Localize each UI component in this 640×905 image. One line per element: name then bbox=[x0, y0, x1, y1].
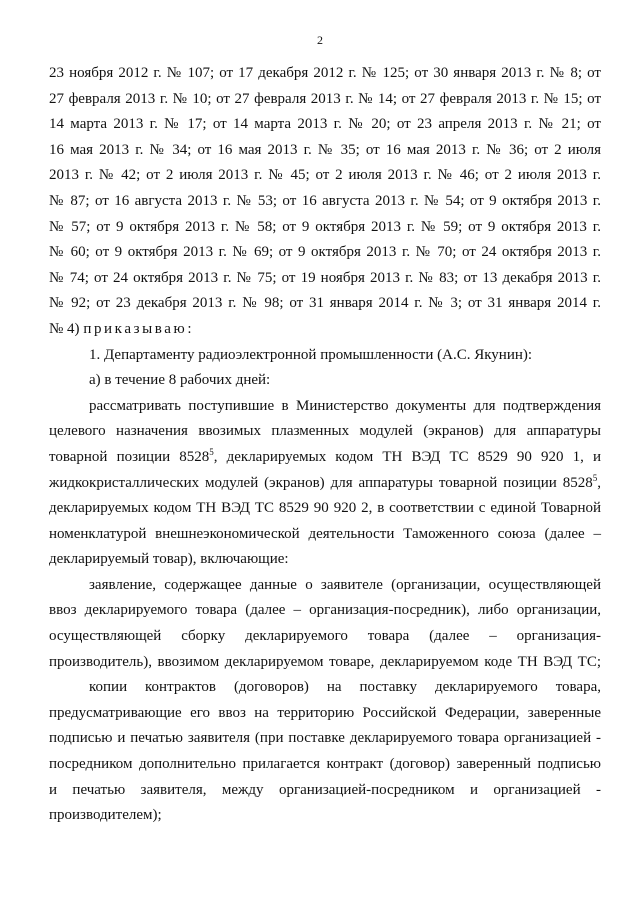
text-line: 27 февраля 2013 г. № 10; от 27 февраля 2013 г. № 14; от 27 февраля 2013 г. № 15; от bbox=[49, 90, 601, 107]
item-1a: а) в течение 8 рабочих дней: bbox=[89, 372, 271, 389]
text-line: № 92; от 23 декабря 2013 г. № 98; от 31 января 2014 г. № 3; от 31 января 2014 г. bbox=[49, 295, 601, 312]
para1-line: декларируемых кодом ТН ВЭД ТС 8529 90 920 2, в соответствии с единой Товарной bbox=[49, 500, 601, 517]
para3-line: подписью и печатью заявителя (при поставке декларируемого товара организацией - bbox=[49, 730, 601, 747]
text-line: 2013 г. № 42; от 2 июля 2013 г. № 45; от 2 июля 2013 г. № 46; от 2 июля 2013 г. bbox=[49, 167, 601, 184]
para3-line: и печатью заявителя, между организацией-посредником и организацией - bbox=[49, 781, 601, 798]
para1-line bbox=[49, 445, 601, 471]
para3-line: предусматривающие его ввоз на территорию Российской Федерации, заверенные bbox=[49, 704, 601, 721]
text-line: № 57; от 9 октября 2013 г. № 58; от 9 октября 2013 г. № 59; от 9 октября 2013 г. bbox=[49, 218, 601, 235]
order-line-prefix: № 4) bbox=[49, 320, 84, 337]
para2-line: осуществляющей сборку декларируемого товара (далее – организация- bbox=[49, 628, 601, 645]
text-line: 23 ноября 2012 г. № 107; от 17 декабря 2012 г. № 125; от 30 января 2013 г. № 8; от bbox=[49, 65, 601, 81]
para3-line: производителем); bbox=[49, 807, 162, 824]
para1-line: декларируемый товар), включающие: bbox=[49, 551, 289, 568]
para2-line: заявление, содержащее данные о заявителе (организации, осуществляющей bbox=[89, 576, 601, 593]
para1-line: рассматривать поступившие в Министерство документы для подтверждения bbox=[89, 397, 601, 414]
item-1: 1. Департаменту радиоэлектронной промышленности (А.С. Якунин): bbox=[89, 346, 533, 363]
para1-line bbox=[49, 471, 601, 497]
para1-text: жидкокристаллических модулей (экранов) для аппаратуры товарной позиции 8528 bbox=[49, 474, 593, 491]
para1-line: целевого назначения ввозимых плазменных модулей (экранов) для аппаратуры bbox=[49, 423, 601, 440]
text-line: 14 марта 2013 г. № 17; от 14 марта 2013 г. № 20; от 23 апреля 2013 г. № 21; от bbox=[49, 116, 601, 133]
para1-text: , декларируемых кодом ТН ВЭД ТС 8529 90 920 1, и bbox=[213, 448, 601, 465]
para2-line: производитель), ввозимом декларируемом товаре, декларируемом коде ТН ВЭД ТС; bbox=[49, 653, 601, 670]
footnote-ref: 5 bbox=[209, 446, 214, 457]
para1-line: номенклатурой внешнеэкономической деятельности Таможенного союза (далее – bbox=[49, 525, 601, 542]
para1-text: товарной позиции 8528 bbox=[49, 448, 210, 465]
order-line bbox=[49, 317, 601, 343]
text-line: 16 мая 2013 г. № 34; от 16 мая 2013 г. № 35; от 16 мая 2013 г. № 36; от 2 июля bbox=[49, 141, 601, 158]
text-line: № 60; от 9 октября 2013 г. № 69; от 9 октября 2013 г. № 70; от 24 октября 2013 г. bbox=[49, 244, 601, 261]
page-number: 2 bbox=[317, 33, 323, 47]
document-body bbox=[49, 61, 601, 829]
para3-line: посредником дополнительно прилагается контракт (договор) заверенный подписью bbox=[49, 756, 601, 773]
text-line: № 74; от 24 октября 2013 г. № 75; от 19 ноября 2013 г. № 83; от 13 декабря 2013 г. bbox=[49, 269, 601, 286]
order-word: приказываю: bbox=[83, 320, 195, 337]
footnote-ref: 5 bbox=[592, 472, 598, 483]
text-line: № 87; от 16 августа 2013 г. № 53; от 16 августа 2013 г. № 54; от 9 октября 2013 г. bbox=[49, 192, 601, 209]
para2-line: ввоз декларируемого товара (далее – организация-посредник), либо организации, bbox=[49, 602, 601, 619]
para1-text: , bbox=[597, 474, 601, 491]
para3-line: копии контрактов (договоров) на поставку декларируемого товара, bbox=[89, 679, 601, 696]
